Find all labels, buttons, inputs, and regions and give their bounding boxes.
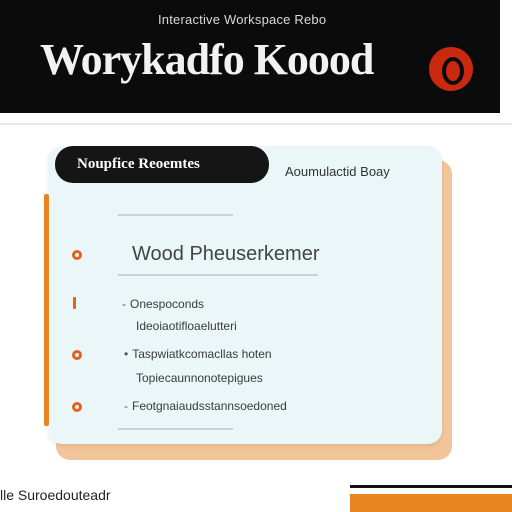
divider-bottom [118,428,233,430]
list-item[interactable]: - Feotgnaiaudsstannsoedoned [124,399,287,413]
footer-accent-bar [350,494,512,512]
app-title: Worykadfo Koood [40,35,374,84]
divider-top [118,214,233,216]
list-item-detail: Topiecaunnonotepigues [136,371,263,385]
bullet-circle-icon [72,402,82,412]
list-item-line: Taspwiatkcomacllas hoten [132,347,272,361]
divider-mid [118,274,318,276]
footer-rule [350,485,512,488]
list-item-detail: Ideoiaotifloaelutteri [136,319,237,333]
brand-logo-icon[interactable] [429,47,473,91]
bullet-tick-icon [73,297,76,309]
list-item-line: Feotgnaiaudsstannsoedoned [132,399,287,413]
tab-secondary-link[interactable]: Aoumulactid Boay [285,164,390,179]
section-heading: Wood Pheuserkemer [132,243,320,265]
list-item[interactable]: • Taspwiatkcomacllas hoten [124,347,272,361]
header-subtitle: Interactive Workspace Rebo [158,12,327,27]
card-accent-bar [44,194,49,426]
bullet-circle-icon [72,250,82,260]
header-divider [0,123,512,125]
bullet-circle-icon [72,350,82,360]
footer-label: lle Suroedouteadr [0,487,111,503]
list-item[interactable]: - Onespoconds [122,297,205,311]
app-header [0,0,500,113]
list-item-line: Onespoconds [130,297,205,311]
active-tab[interactable]: Noupfice Reoemtes [55,146,269,183]
